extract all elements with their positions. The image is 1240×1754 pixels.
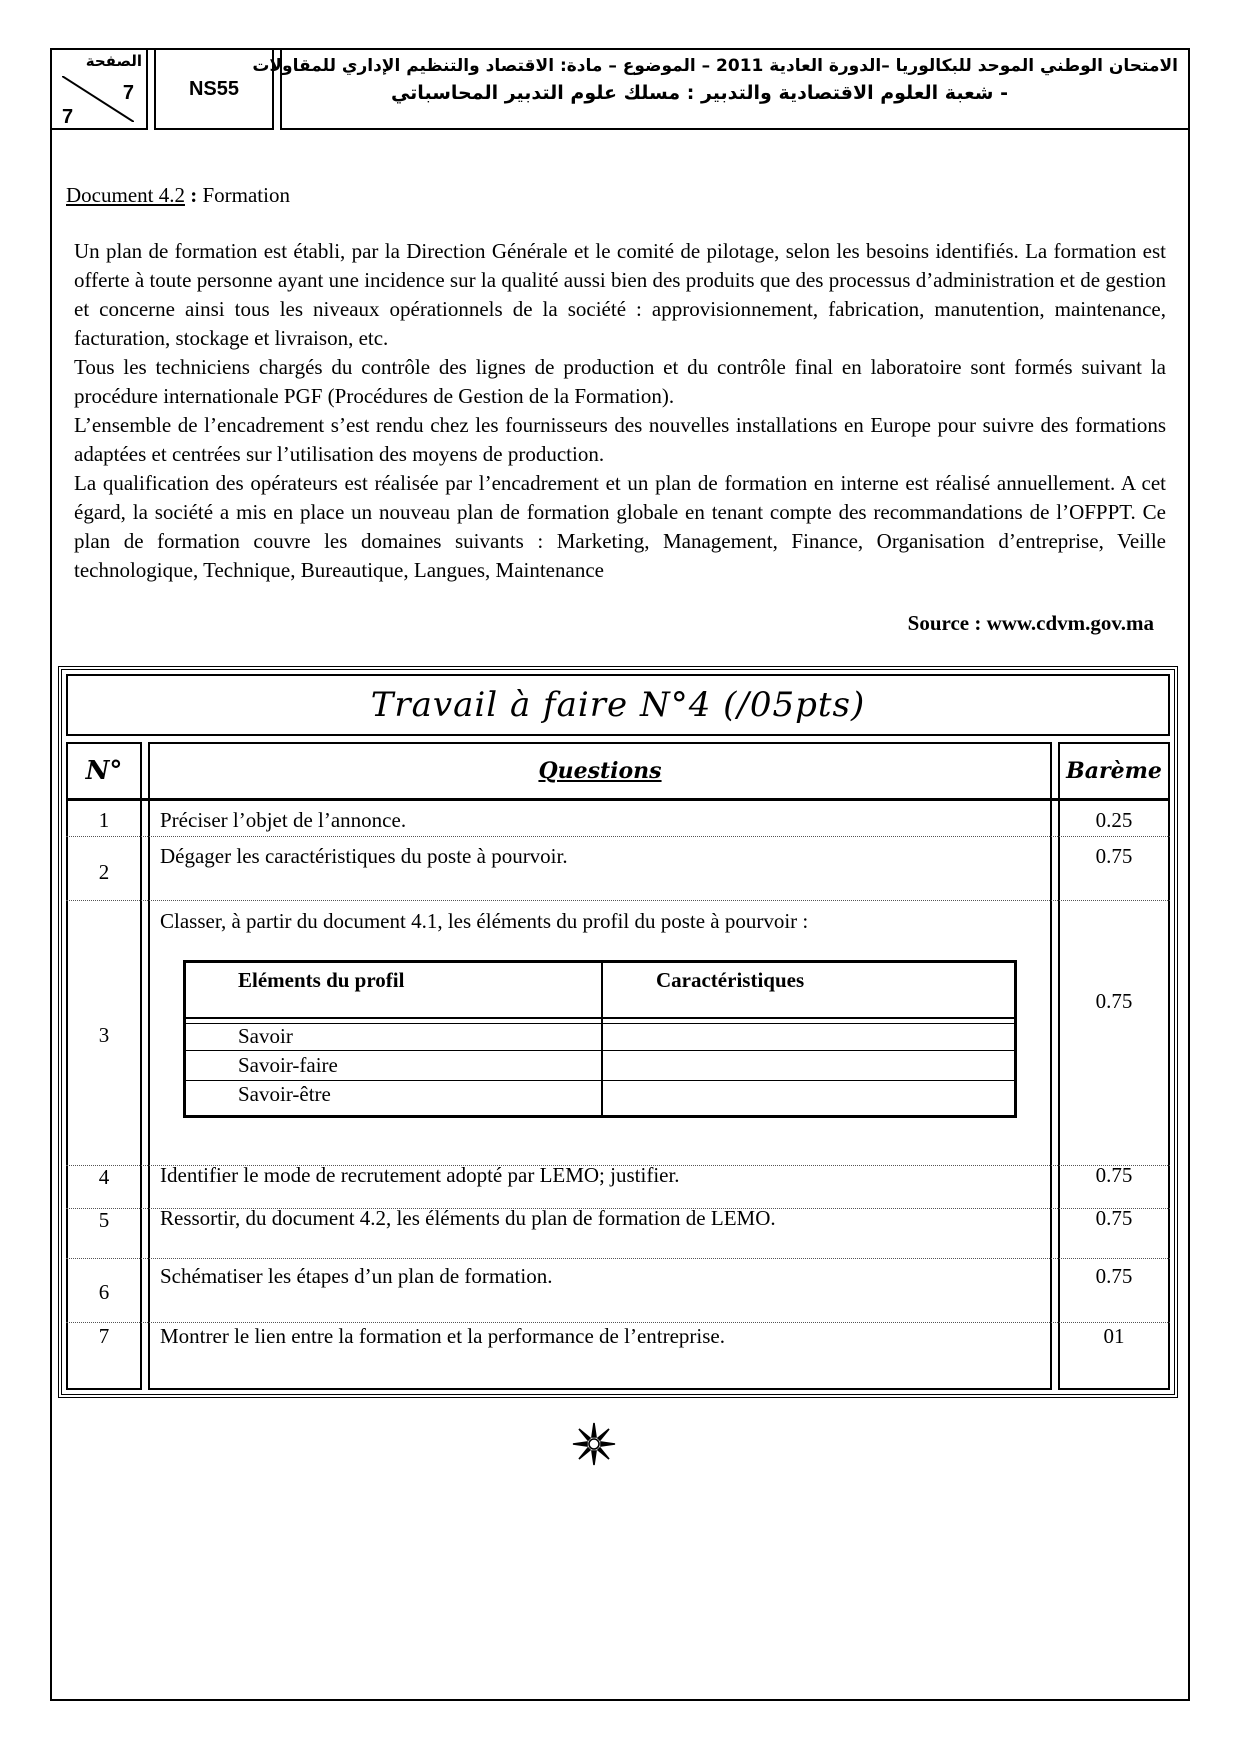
row-number: 3 — [98, 1023, 110, 1047]
page-total: 7 — [62, 106, 74, 128]
exam-header — [50, 48, 1190, 130]
row-divider — [66, 836, 1170, 837]
exam-title-box — [252, 48, 1190, 130]
paragraph: Un plan de formation est établi, par la Direction Générale et le comité de pilotage, selon les besoins identifiés. La formation est offerte à toute personne ayant une incidence sur la qualité aussi bien des produits que des processus d’administration et de gestion et concerne ainsi tous les niveaux opérationnels de la société : approvisionnement, fabrication, manutention, maintenance, facturation, stockage et livraison, etc. — [74, 239, 1166, 350]
page-label: الصفحة — [85, 52, 142, 70]
exam-title-line1: الامتحان الوطني الموحد للبكالوريا –الدورة العادية 2011 – الموضوع – مادة: الاقتصاد والتنظيم الإداري للمقاولات — [252, 56, 1178, 76]
header-questions: Questions — [538, 758, 662, 784]
exam-code: NS55 — [154, 48, 274, 130]
profile-table-hdivider — [183, 1023, 1017, 1024]
header-divider — [66, 798, 1170, 801]
row-divider — [66, 1322, 1170, 1323]
profile-table-hdivider — [183, 1050, 1017, 1051]
row-bareme: 0.75 — [1095, 844, 1133, 868]
row-number: 6 — [98, 1280, 110, 1304]
document-source: Source : www.cdvm.gov.ma — [907, 611, 1154, 635]
document-title-sep: : — [184, 183, 203, 207]
row-number: 2 — [98, 860, 110, 884]
sun-ornament-icon — [572, 1422, 616, 1466]
document-body — [74, 237, 1166, 585]
column-bareme — [1058, 742, 1170, 1390]
row-bareme: 0.75 — [1095, 1206, 1133, 1230]
profile-table-hdivider — [183, 1080, 1017, 1081]
row-question: Dégager les caractéristiques du poste à pourvoir. — [160, 844, 568, 868]
row-bareme: 0.75 — [1095, 989, 1133, 1013]
page-current: 7 — [122, 82, 134, 104]
work-title: Travail à faire N°4 (/05pts) — [66, 674, 1170, 736]
header-bareme: Barème — [1066, 758, 1162, 784]
row-question: Ressortir, du document 4.2, les éléments du plan de formation de LEMO. — [160, 1206, 776, 1230]
row-bareme: 01 — [1103, 1324, 1125, 1348]
row-divider — [66, 1258, 1170, 1259]
row-divider — [66, 900, 1170, 901]
row-question: Préciser l’objet de l’annonce. — [160, 808, 407, 832]
profile-item: Savoir-faire — [238, 1053, 338, 1077]
exam-title-line2: - شعبة العلوم الاقتصادية والتدبير : مسلك علوم التدبير المحاسباتي — [390, 82, 1008, 104]
row-bareme: 0.25 — [1095, 808, 1133, 832]
paragraph: Tous les techniciens chargés du contrôle des lignes de production et du contrôle final en laboratoire sont formés suivant la procédure internationale PGF (Procédures de Gestion de la Formation). — [74, 355, 1166, 408]
header-number: N° — [85, 756, 123, 786]
document-name: Formation — [202, 183, 290, 207]
profile-header-characteristics: Caractéristiques — [656, 968, 805, 992]
document-ref: Document 4.2 — [66, 183, 185, 207]
row-bareme: 0.75 — [1095, 1264, 1133, 1288]
row-bareme: 0.75 — [1095, 1163, 1133, 1187]
paragraph: L’ensemble de l’encadrement s’est rendu chez les fournisseurs des nouvelles installations en Europe pour suivre des formations adaptées et centrées sur l’utilisation des moyens de production. — [74, 413, 1166, 466]
paragraph: La qualification des opérateurs est réalisée par l’encadrement et un plan de formation en interne est réalisé annuellement. A cet égard, la société a mis en place un nouveau plan de formation globale en tenant compte des recommandations de l’OFPPT. Ce plan de formation couvre les domaines suivants : Marketing, Management, Finance, Organisation d’entreprise, Veille technologique, Technique, Bureautique, Langues, Maintenance — [74, 471, 1166, 582]
profile-table-vdivider — [601, 960, 603, 1118]
profile-item: Savoir — [238, 1024, 293, 1048]
row-question: Montrer le lien entre la formation et la performance de l’entreprise. — [160, 1324, 725, 1348]
document-title — [66, 183, 290, 208]
row-number: 1 — [98, 808, 110, 832]
profile-table-hdivider — [183, 1017, 1017, 1019]
page-number-box — [50, 48, 148, 130]
row-question: Classer, à partir du document 4.1, les éléments du profil du poste à pourvoir : — [160, 909, 809, 933]
row-question: Schématiser les étapes d’un plan de formation. — [160, 1264, 553, 1288]
row-number: 4 — [98, 1165, 110, 1189]
row-number: 5 — [98, 1208, 110, 1232]
row-number: 7 — [98, 1324, 110, 1348]
profile-item: Savoir-être — [238, 1082, 331, 1106]
profile-header-elements: Eléments du profil — [238, 968, 405, 992]
row-question: Identifier le mode de recrutement adopté par LEMO; justifier. — [160, 1163, 680, 1187]
